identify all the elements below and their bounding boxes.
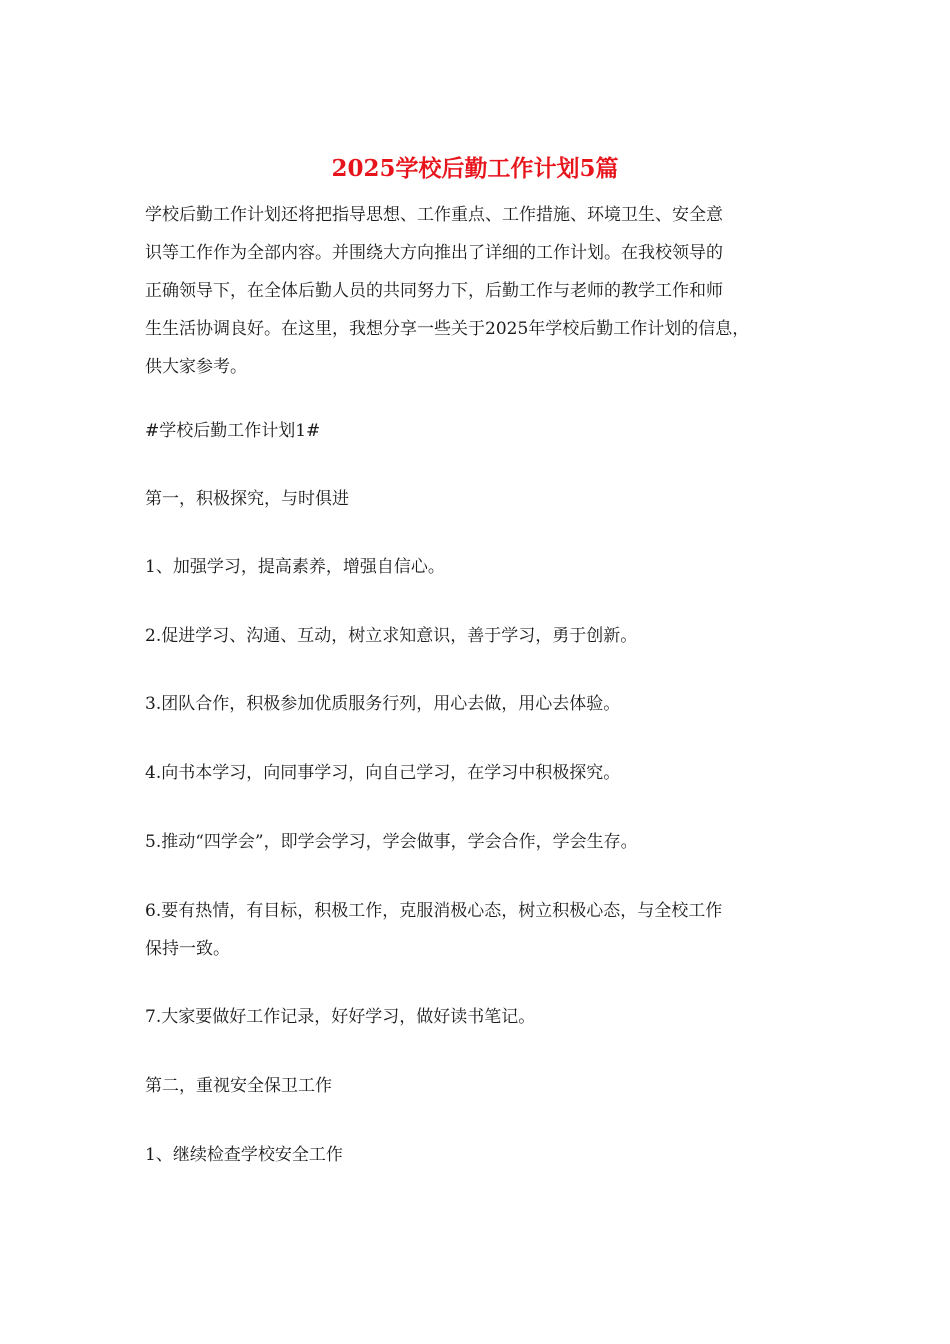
intro-line: 正确领导下，在全体后勤人员的共同努力下，后勤工作与老师的教学工作和师 bbox=[145, 281, 723, 301]
part2-heading: 第二，重视安全保卫工作 bbox=[145, 1076, 332, 1096]
list-item: 5.推动“四学会”，即学会学习，学会做事，学会合作，学会生存。 bbox=[145, 832, 638, 852]
list-item: 1、继续检查学校安全工作 bbox=[145, 1145, 343, 1165]
section-heading: #学校后勤工作计划1# bbox=[145, 421, 321, 441]
list-item: 3.团队合作，积极参加优质服务行列，用心去做，用心去体验。 bbox=[145, 694, 621, 714]
intro-line: 学校后勤工作计划还将把指导思想、工作重点、工作措施、环境卫生、安全意 bbox=[145, 205, 723, 225]
list-item-line: 保持一致。 bbox=[145, 939, 230, 959]
list-item: 1、加强学习，提高素养，增强自信心。 bbox=[145, 557, 445, 577]
list-item-line: 6.要有热情，有目标，积极工作，克服消极心态，树立积极心态，与全校工作 bbox=[145, 901, 723, 921]
list-item: 4.向书本学习，向同事学习，向自己学习，在学习中积极探究。 bbox=[145, 763, 621, 783]
intro-paragraph bbox=[145, 196, 815, 386]
intro-line: 识等工作作为全部内容。并围绕大方向推出了详细的工作计划。在我校领导的 bbox=[145, 243, 723, 263]
document-title: 2025学校后勤工作计划5篇 bbox=[331, 155, 619, 182]
list-item-6 bbox=[145, 892, 722, 968]
list-item: 7.大家要做好工作记录，好好学习，做好读书笔记。 bbox=[145, 1007, 536, 1027]
list-item: 2.促进学习、沟通、互动，树立求知意识，善于学习，勇于创新。 bbox=[145, 626, 638, 646]
intro-line: 供大家参考。 bbox=[145, 357, 247, 377]
part1-heading: 第一，积极探究，与时俱进 bbox=[145, 489, 349, 509]
intro-line: 生生活协调良好。在这里，我想分享一些关于2025年学校后勤工作计划的信息， bbox=[145, 319, 750, 339]
